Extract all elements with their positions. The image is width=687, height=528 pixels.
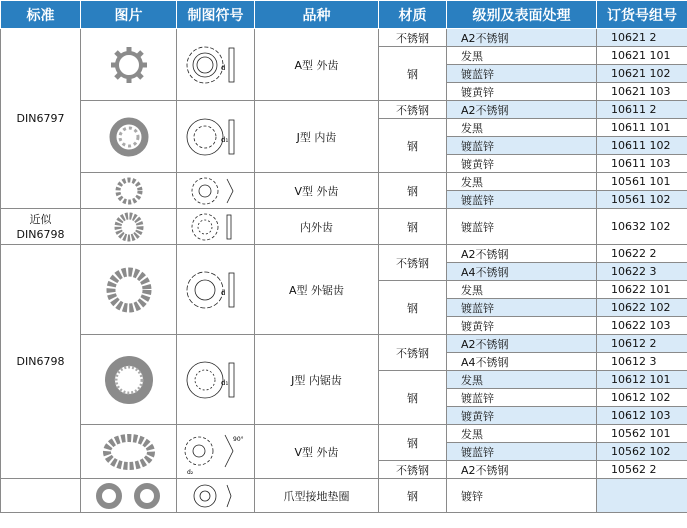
- product-name: V型 外齿: [255, 425, 379, 479]
- material-cell: 不锈钢: [379, 461, 447, 479]
- material-cell: 钢: [379, 173, 447, 209]
- header-order: 订货号组号: [597, 1, 687, 29]
- grade-cell: 发黑: [447, 371, 597, 389]
- washer-photo-internal-external: [81, 209, 177, 245]
- product-name: A型 外锯齿: [255, 245, 379, 335]
- material-cell: 钢: [379, 479, 447, 513]
- header-standard: 标准: [1, 1, 81, 29]
- drawing-v-tooth: [177, 173, 255, 209]
- grade-cell: 镀蓝锌: [447, 191, 597, 209]
- header-drawing: 制图符号: [177, 1, 255, 29]
- drawing-serrated-internal: [177, 335, 255, 425]
- standard-cell: 近似 DIN6798: [1, 209, 81, 245]
- material-cell: 不锈钢: [379, 245, 447, 281]
- order-cell: 10612 103: [597, 407, 687, 425]
- drawing-serrated-external: [177, 245, 255, 335]
- product-name: J型 内齿: [255, 101, 379, 173]
- grade-cell: 镀蓝锌: [447, 209, 597, 245]
- header-material: 材质: [379, 1, 447, 29]
- product-name: 内外齿: [255, 209, 379, 245]
- washer-photo-serrated-external: [81, 245, 177, 335]
- material-cell: 不锈钢: [379, 29, 447, 47]
- drawing-v-serrated: [177, 425, 255, 479]
- grade-cell: 镀黄锌: [447, 407, 597, 425]
- table-row: [1, 245, 687, 263]
- order-cell: 10561 102: [597, 191, 687, 209]
- label-d1: d₁: [220, 378, 228, 387]
- grade-cell: 镀锌: [447, 479, 597, 513]
- washer-photo-internal-tooth: [81, 101, 177, 173]
- order-cell: 10612 3: [597, 353, 687, 371]
- grade-cell: 镀蓝锌: [447, 443, 597, 461]
- table-row: [1, 29, 687, 47]
- standard-cell: DIN6797: [1, 29, 81, 209]
- order-cell: 10611 103: [597, 155, 687, 173]
- order-cell: [597, 479, 687, 513]
- material-cell: 钢: [379, 281, 447, 335]
- order-cell: 10562 101: [597, 425, 687, 443]
- material-cell: 钢: [379, 371, 447, 425]
- washer-photo-v-tooth: [81, 173, 177, 209]
- grade-cell: 发黑: [447, 47, 597, 65]
- order-cell: 10612 2: [597, 335, 687, 353]
- grade-cell: 镀黄锌: [447, 317, 597, 335]
- drawing-external-tooth: [177, 29, 255, 101]
- order-cell: 10621 103: [597, 83, 687, 101]
- material-cell: 钢: [379, 119, 447, 173]
- grade-cell: A2不锈钢: [447, 29, 597, 47]
- order-cell: 10622 101: [597, 281, 687, 299]
- product-name: V型 外齿: [255, 173, 379, 209]
- material-cell: 钢: [379, 209, 447, 245]
- table-row: [1, 101, 687, 119]
- label-d: d: [220, 63, 225, 72]
- order-cell: 10622 102: [597, 299, 687, 317]
- order-cell: 10622 3: [597, 263, 687, 281]
- table-row: [1, 173, 687, 191]
- order-cell: 10632 102: [597, 209, 687, 245]
- label-d: d: [220, 288, 225, 297]
- grade-cell: 发黑: [447, 119, 597, 137]
- table-row: [1, 425, 687, 443]
- order-cell: 10622 103: [597, 317, 687, 335]
- grade-cell: 镀黄锌: [447, 83, 597, 101]
- grade-cell: A2不锈钢: [447, 461, 597, 479]
- label-d2: d₂: [186, 468, 193, 476]
- order-cell: 10562 2: [597, 461, 687, 479]
- order-cell: 10621 101: [597, 47, 687, 65]
- standard-cell: [1, 479, 81, 513]
- grade-cell: 发黑: [447, 173, 597, 191]
- order-cell: 10611 101: [597, 119, 687, 137]
- washer-photo-external-tooth: [81, 29, 177, 101]
- grade-cell: A4不锈钢: [447, 353, 597, 371]
- material-cell: 不锈钢: [379, 335, 447, 371]
- product-name: A型 外齿: [255, 29, 379, 101]
- grade-cell: 发黑: [447, 425, 597, 443]
- grade-cell: A2不锈钢: [447, 335, 597, 353]
- product-name: J型 内锯齿: [255, 335, 379, 425]
- grade-cell: 镀黄锌: [447, 155, 597, 173]
- material-cell: 钢: [379, 47, 447, 101]
- order-cell: 10622 2: [597, 245, 687, 263]
- drawing-claw: [177, 479, 255, 513]
- standard-cell: DIN6798: [1, 245, 81, 479]
- order-cell: 10561 101: [597, 173, 687, 191]
- grade-cell: 镀蓝锌: [447, 389, 597, 407]
- washer-photo-serrated-internal: [81, 335, 177, 425]
- grade-cell: A4不锈钢: [447, 263, 597, 281]
- grade-cell: A2不锈钢: [447, 245, 597, 263]
- product-name: 爪型接地垫圈: [255, 479, 379, 513]
- grade-cell: 镀蓝锌: [447, 137, 597, 155]
- drawing-internal-tooth: [177, 101, 255, 173]
- washer-photo-claw: [81, 479, 177, 513]
- washer-photo-v-serrated: [81, 425, 177, 479]
- label-angle: 90°: [232, 435, 244, 443]
- table-row: [1, 335, 687, 353]
- order-cell: 10562 102: [597, 443, 687, 461]
- order-cell: 10612 102: [597, 389, 687, 407]
- header-grade: 级别及表面处理: [447, 1, 597, 29]
- table-row: [1, 479, 687, 513]
- order-cell: 10611 2: [597, 101, 687, 119]
- table-row: [1, 209, 687, 245]
- grade-cell: 镀蓝锌: [447, 299, 597, 317]
- order-cell: 10612 101: [597, 371, 687, 389]
- order-cell: 10621 2: [597, 29, 687, 47]
- header-product: 品种: [255, 1, 379, 29]
- drawing-internal-external: [177, 209, 255, 245]
- order-cell: 10621 102: [597, 65, 687, 83]
- header-picture: 图片: [81, 1, 177, 29]
- label-d1: d₁: [220, 135, 228, 144]
- grade-cell: 镀蓝锌: [447, 65, 597, 83]
- material-cell: 钢: [379, 425, 447, 461]
- material-cell: 不锈钢: [379, 101, 447, 119]
- grade-cell: A2不锈钢: [447, 101, 597, 119]
- grade-cell: 发黑: [447, 281, 597, 299]
- order-cell: 10611 102: [597, 137, 687, 155]
- header-row: [1, 1, 687, 29]
